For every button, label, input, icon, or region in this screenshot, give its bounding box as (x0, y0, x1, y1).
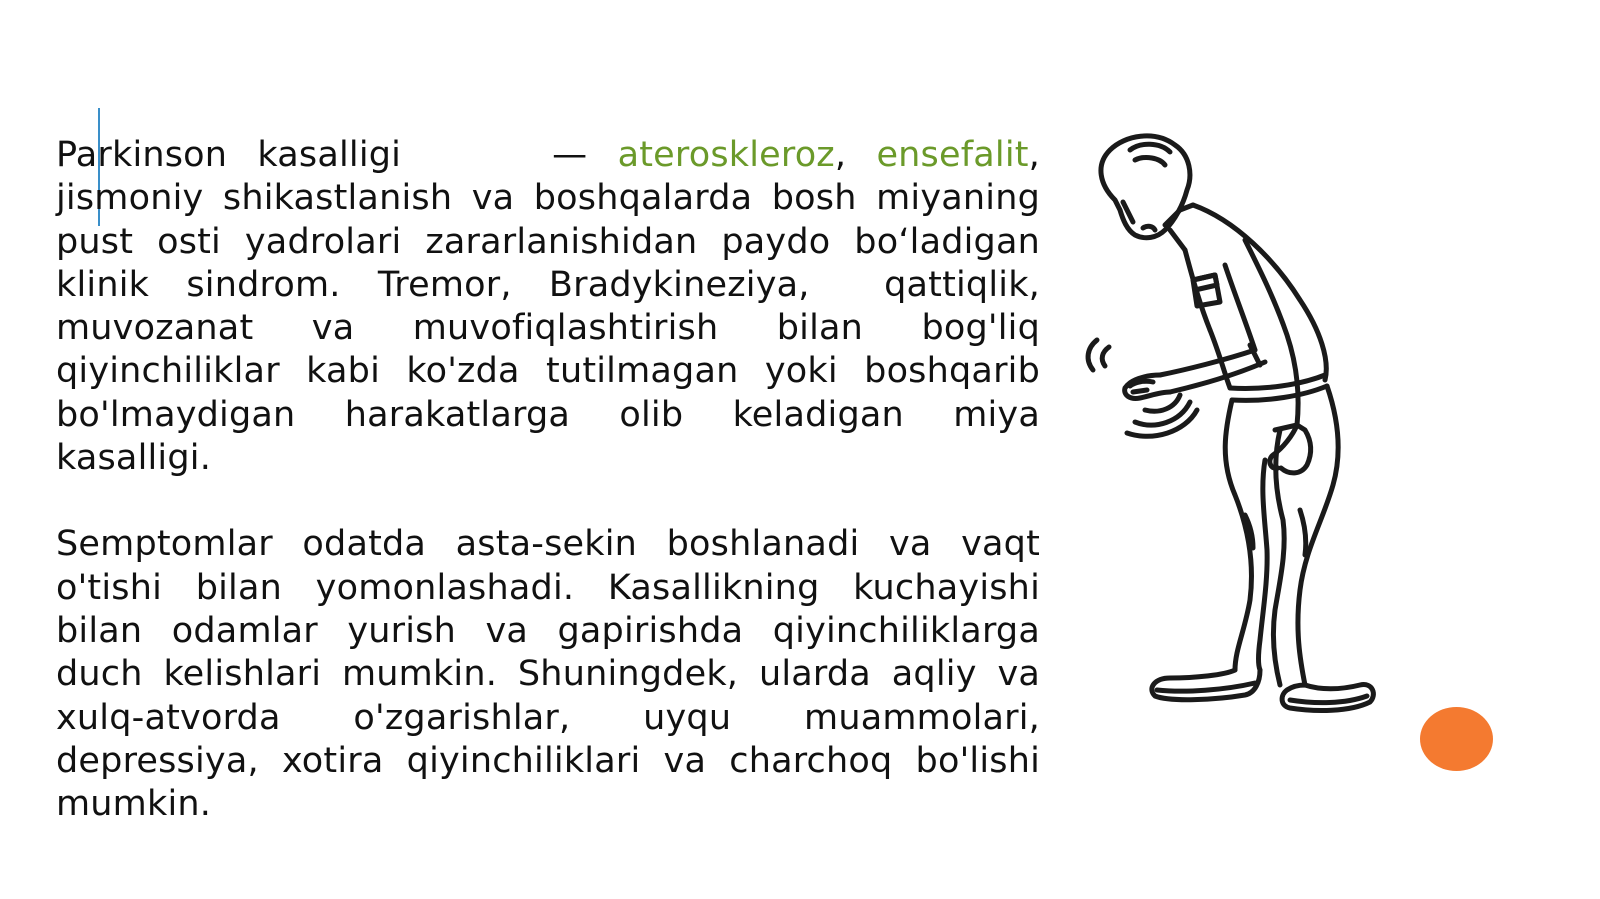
parkinson-patient-illustration (1075, 130, 1385, 730)
paragraph-rest: , jismoniy shikastlanish va boshqalarda bosh miyaning pust osti yadrolari zararlanishidan paydo bo‘ladigan klinik sindrom. Tremor, Bradykineziya, qattiqlik, muvozanat va muvofiqlashtirish bilan bog'liq qiyinchiliklar kabi ko'zda tutilmagan yoki boshqarib bo'lmaydigan harakatlarga olib keladigan miya kasalligi. (56, 135, 1040, 479)
link-separator: , (834, 135, 877, 175)
paragraph-definition (56, 134, 1040, 480)
paragraph-symptoms: Semptomlar odatda asta-sekin boshlanadi va vaqt o'tishi bilan yomonlashadi. Kasallikning kuchayishi bilan odamlar yurish va gapirishda qiyinchiliklarga duch kelishlari mumkin. Shuningdek, ularda aqliy va xulq-atvorda o'zgarishlar, uyqu muammolari, depressiya, xotira qiyinchiliklari va charchoq bo'lishi mumkin. (56, 524, 1040, 825)
link-ensefalit[interactable]: ensefalit (876, 135, 1029, 175)
link-ateroskleroz[interactable]: ateroskleroz (617, 135, 835, 175)
paragraph-lead: Parkinson kasalligi — (56, 135, 618, 175)
orange-dot-icon (1420, 707, 1493, 771)
text-box[interactable] (56, 134, 1040, 826)
